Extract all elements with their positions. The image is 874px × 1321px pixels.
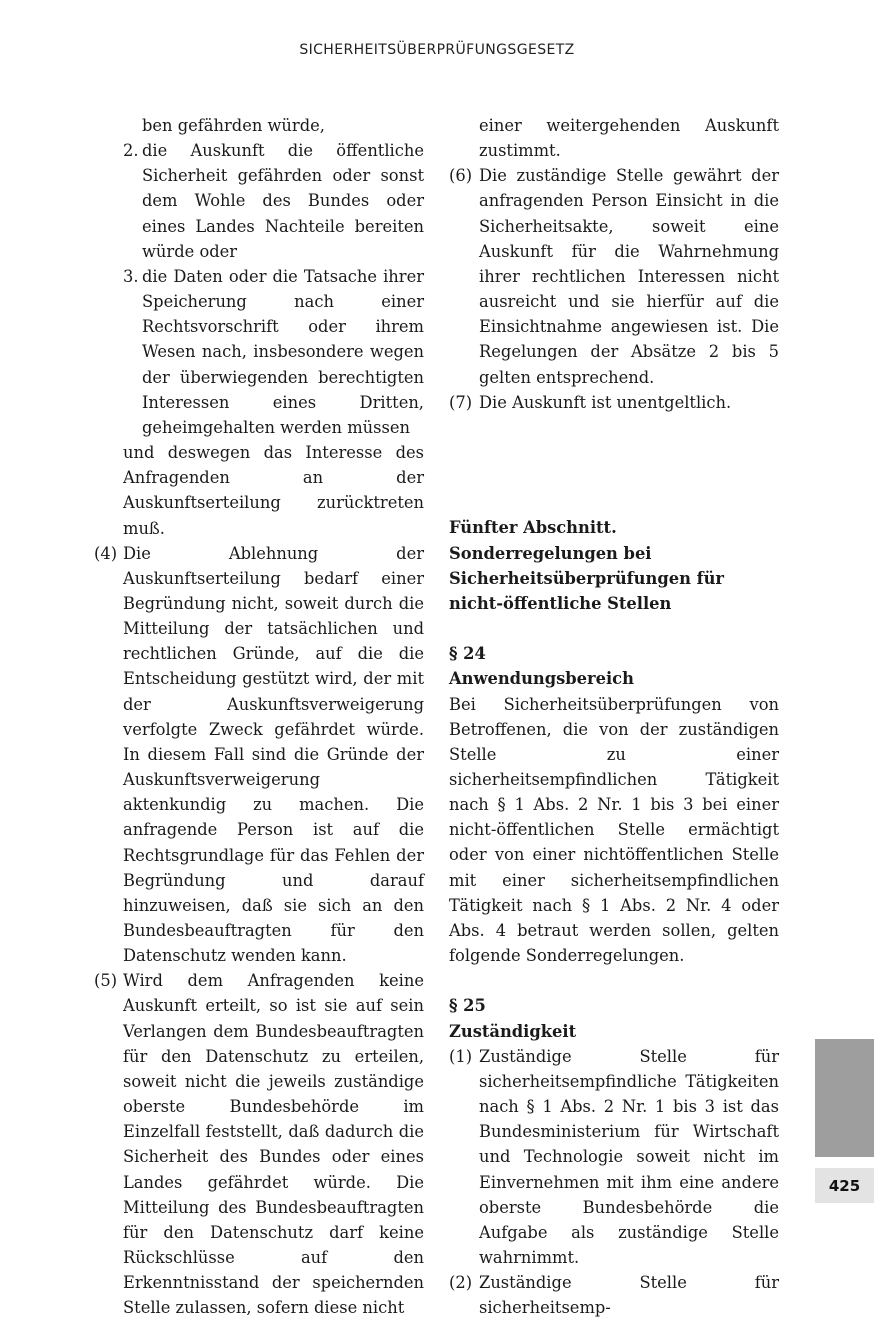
section-24-number: § 24 xyxy=(449,644,486,664)
page-number: 425 xyxy=(815,1168,874,1203)
section-24-text: Bei Sicherheitsüberprüfungen von Betroffenen, die von der zuständigen Stelle zu einer sicherheitsempfindlichen Tätigkeit nach § 1 Abs. 2 Nr. 1 bis 3 bei einer nicht-öffentlichen Stelle ermächtigt oder von einer nichtöffentlichen Stelle mit einer sicherheitsempfindlichen Tätigkeit nach § 1 Abs. 2 Nr. 4 oder Abs. 4 betraut werden sollen, gelten folgende Sonderregelungen. xyxy=(449,694,779,966)
section-heading-line-2: Sonderregelungen bei Sicherheitsüberprüfungen für nicht-öffentliche Stellen xyxy=(449,543,725,613)
paragraph-text: Die Auskunft ist unentgeltlich. xyxy=(479,392,732,412)
section-25-number: § 25 xyxy=(449,996,486,1016)
spacer xyxy=(449,968,779,993)
paragraph-text: Die zuständige Stelle gewährt der anfragenden Person Einsicht in die Sicherheitsakte, soweit eine Auskunft für die Wahrnehmung ihrer rechtlichen Interessen nicht ausreicht und sie hierfür auf die Einsichtnahme angewiesen ist. Die Regelungen der Absätze 2 bis 5 gelten entsprechend. xyxy=(479,166,779,387)
section-gap xyxy=(449,415,779,516)
paragraph-number: (1) xyxy=(449,1046,473,1066)
paragraph-6 xyxy=(449,163,779,389)
section-heading-line-1: Fünfter Abschnitt. xyxy=(449,518,617,538)
paragraph-5-continued: einer weitergehenden Auskunft zustimmt. xyxy=(479,116,779,161)
section-25-title: Zuständigkeit xyxy=(449,1021,577,1041)
paragraph-text: Zuständige Stelle für sicherheitsemp- xyxy=(479,1273,779,1318)
list-item-number: 2. xyxy=(123,141,139,161)
left-column xyxy=(94,113,424,1321)
paragraph-text: Die Ablehnung der Auskunftserteilung bedarf einer Begründung nicht, soweit durch die Mitteilung der tatsächlichen und rechtlichen Gründe, auf die die Entscheidung gestützt wird, der mit der Auskunftsverweigerung verfolgte Zweck gefährdet würde. In diesem Fall sind die Gründe der Auskunftsverweigerung aktenkundig zu machen. Die anfragende Person ist auf die Rechtsgrundlage für das Fehlen der Begründung und darauf hinzuweisen, daß sie sich an den Bundesbeauftragten für den Datenschutz wenden kann. xyxy=(123,543,424,966)
list-item-1-tail xyxy=(94,113,424,138)
list-item-text: ben gefährden würde, xyxy=(142,116,325,135)
paragraph-number: (4) xyxy=(94,543,118,563)
list-item-2 xyxy=(94,138,424,264)
paragraph-5 xyxy=(94,968,424,1320)
thumb-index-tab xyxy=(815,1039,874,1157)
paragraph-text: Wird dem Anfragenden keine Auskunft erteilt, so ist sie auf sein Verlangen dem Bundesbeauftragten für den Datenschutz zu erteilen, soweit nicht die jeweils zuständige oberste Bundesbehörde im Einzelfall feststellt, daß dadurch die Sicherheit des Bundes oder eines Landes gefährdet würde. Die Mitteilung des Bundesbeauftragten für den Datenschutz darf keine Rückschlüsse auf den Erkenntnisstand der speichernden Stelle zulassen, sofern diese nicht xyxy=(123,971,424,1318)
list-item-3 xyxy=(94,264,424,440)
paragraph-number: (7) xyxy=(449,392,473,412)
section-24-title: Anwendungsbereich xyxy=(449,669,634,689)
right-column xyxy=(449,113,779,1320)
section-25-paragraph-2 xyxy=(449,1270,779,1320)
paragraph-7 xyxy=(449,390,779,415)
list-item-text: die Auskunft die öffentliche Sicherheit gefährden oder sonst dem Wohle des Bundes oder eines Landes Nachteile bereiten würde oder xyxy=(142,141,424,261)
paragraph-number: (6) xyxy=(449,166,473,186)
paragraph-number: (2) xyxy=(449,1273,473,1293)
running-head: SICHERHEITSÜBERPRÜFUNGSGESETZ xyxy=(299,42,575,58)
paragraph-number: (5) xyxy=(94,971,118,991)
paragraph-4 xyxy=(94,541,424,969)
paragraph-text: Zuständige Stelle für sicherheitsempfindliche Tätigkeiten nach § 1 Abs. 2 Nr. 1 bis 3 ist das Bundesministerium für Wirtschaft und Technologie soweit nicht im Einvernehmen mit ihm eine andere oberste Bundesbehörde die Aufgabe als zuständige Stelle wahrnimmt. xyxy=(479,1046,779,1267)
section-25-paragraph-1 xyxy=(449,1044,779,1270)
list-item-number: 3. xyxy=(123,266,139,286)
list-item-text: die Daten oder die Tatsache ihrer Speicherung nach einer Rechtsvorschrift oder ihrem Wesen nach, insbesondere wegen der überwiegenden berechtigten Interessen eines Dritten, geheimgehalten werden müssen xyxy=(142,266,424,437)
spacer xyxy=(449,616,779,641)
list-closing-text: und deswegen das Interesse des Anfragenden an der Auskunftserteilung zurücktreten muß. xyxy=(123,443,424,538)
